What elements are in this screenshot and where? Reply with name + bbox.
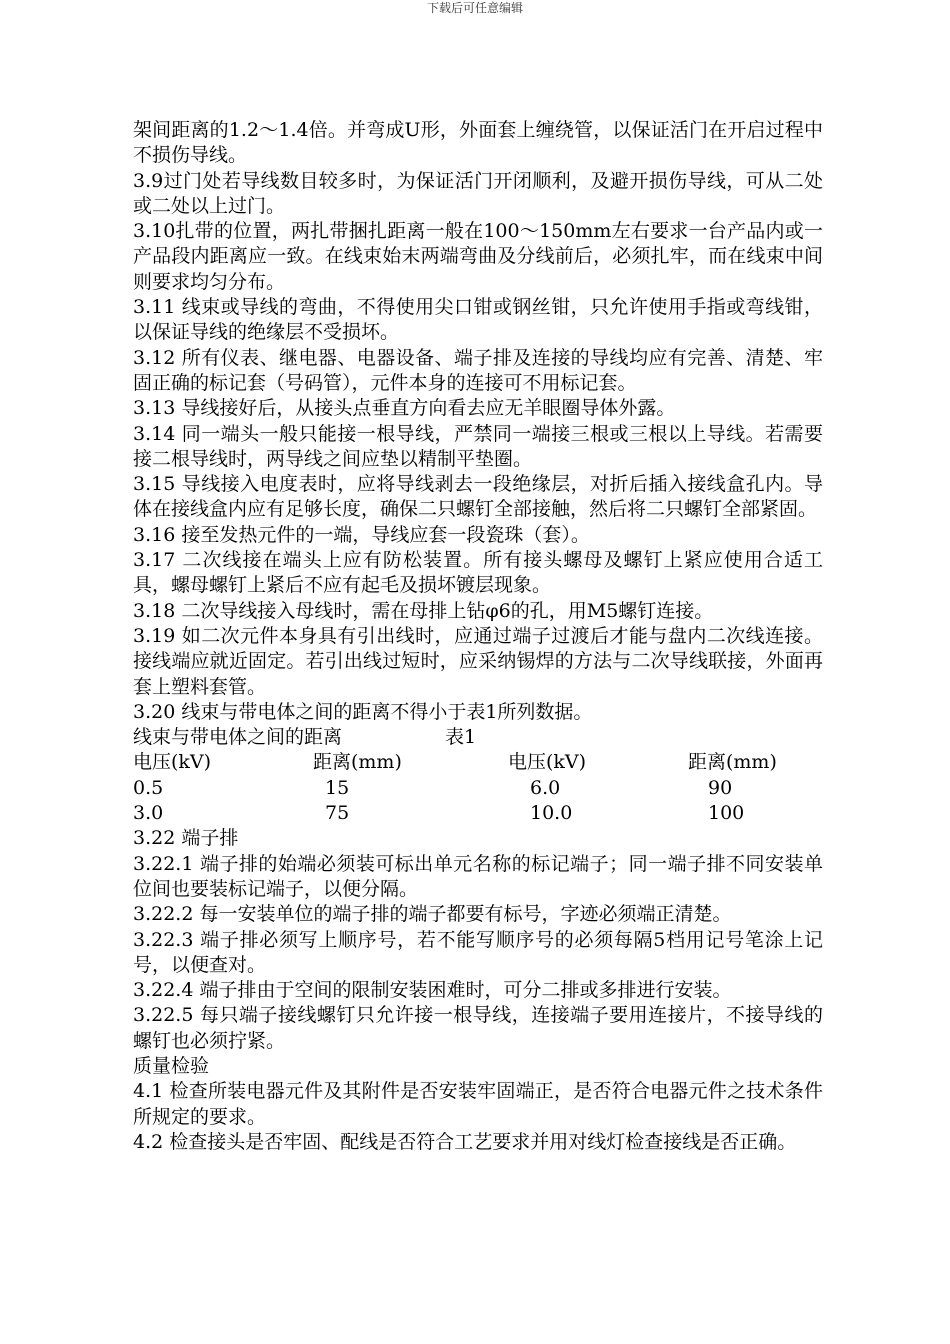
section-heading: 3.22 端子排 <box>133 827 239 850</box>
table-cell: 6.0 <box>530 776 561 799</box>
table-header-row <box>133 750 823 775</box>
paragraph: 3.11 线束或导线的弯曲，不得使用尖口钳或钢丝钳，只允许使用手指或弯线钳，以保证导线的绝缘层不受损坏。 <box>133 296 823 344</box>
table-caption: 线束与带电体之间的距离 <box>133 726 343 749</box>
table-header-cell: 距离(mm) <box>688 751 777 774</box>
table-label: 表1 <box>445 726 477 749</box>
paragraph: 架间距离的1.2～1.4倍。并弯成U形，外面套上缠绕管，以保证活门在开启过程中不损伤导线。 <box>133 119 823 167</box>
table-cell: 10.0 <box>530 802 573 825</box>
paragraph: 3.22.1 端子排的始端必须装可标出单元名称的标记端子；同一端子排不同安装单位间也要装标记端子，以便分隔。 <box>133 852 823 900</box>
table-cell: 100 <box>708 802 745 825</box>
paragraph: 3.17 二次线接在端头上应有防松装置。所有接头螺母及螺钉上紧应使用合适工具，螺母螺钉上紧后不应有起毛及损坏镀层现象。 <box>133 549 823 597</box>
table-header-cell: 电压(kV) <box>133 751 212 774</box>
paragraph: 3.22.2 每一安装单位的端子排的端子都要有标号，字迹必须端正清楚。 <box>133 903 732 926</box>
table-cell: 3.0 <box>133 802 164 825</box>
paragraph: 3.18 二次导线接入母线时，需在母排上钻φ6的孔，用M5螺钉连接。 <box>133 599 714 622</box>
document-body <box>133 118 823 1155</box>
table-row <box>133 801 823 826</box>
paragraph: 3.16 接至发热元件的一端，导线应套一段瓷珠（套）。 <box>133 523 590 546</box>
paragraph: 3.10扎带的位置，两扎带捆扎距离一般在100～150mm左右要求一台产品内或一产品段内距离应一致。在线束始末两端弯曲及分线前后，必须扎牢，而在线束中间则要求均匀分布。 <box>133 220 823 293</box>
paragraph: 3.14 同一端头一般只能接一根导线，严禁同一端接三根或三根以上导线。若需要接二根导线时，两导线之间应垫以精制平垫圈。 <box>133 422 823 470</box>
table-caption-row <box>133 725 823 750</box>
paragraph: 3.19 如二次元件本身具有引出线时，应通过端子过渡后才能与盘内二次线连接。接线端应就近固定。若引出线过短时，应采纳锡焊的方法与二次导线联接，外面再套上塑料套管。 <box>133 624 823 698</box>
paragraph: 3.9过门处若导线数目较多时，为保证活门开闭顺利，及避开损伤导线，可从二处或二处以上过门。 <box>133 169 823 217</box>
paragraph: 3.22.3 端子排必须写上顺序号，若不能写顺序号的必须每隔5档用记号笔涂上记号，以便查对。 <box>133 928 823 976</box>
table-cell: 75 <box>325 802 350 825</box>
table-cell: 0.5 <box>133 776 164 799</box>
paragraph: 3.13 导线接好后，从接头点垂直方向看去应无羊眼圈导体外露。 <box>133 397 676 420</box>
page-header: 下载后可任意编辑 <box>426 1 523 15</box>
paragraph: 3.20 线束与带电体之间的距离不得小于表1所列数据。 <box>133 700 593 723</box>
table-header-cell: 距离(mm) <box>313 751 402 774</box>
table-cell: 90 <box>708 776 733 799</box>
paragraph: 4.2 检查接头是否牢固、配线是否符合工艺要求并用对线灯检查接线是否正确。 <box>133 1130 797 1153</box>
table-header-cell: 电压(kV) <box>508 751 587 774</box>
table-cell: 15 <box>325 776 350 799</box>
section-heading: 质量检验 <box>133 1054 210 1077</box>
paragraph: 3.12 所有仪表、继电器、电器设备、端子排及连接的导线均应有完善、清楚、牢固正确的标记套（号码管），元件本身的连接可不用标记套。 <box>133 346 823 394</box>
paragraph: 3.22.5 每只端子接线螺钉只允许接一根导线，连接端子要用连接片，不接导线的螺钉也必须拧紧。 <box>133 1004 823 1052</box>
table-row <box>133 776 823 801</box>
paragraph: 3.22.4 端子排由于空间的限制安装困难时，可分二排或多排进行安装。 <box>133 979 732 1002</box>
paragraph: 3.15 导线接入电度表时，应将导线剥去一段绝缘层，对折后插入接线盒孔内。导体在接线盒内应有足够长度，确保二只螺钉全部接触，然后将二只螺钉全部紧固。 <box>133 473 823 521</box>
paragraph: 4.1 检查所装电器元件及其附件是否安装牢固端正，是否符合电器元件之技术条件所规定的要求。 <box>133 1080 823 1128</box>
